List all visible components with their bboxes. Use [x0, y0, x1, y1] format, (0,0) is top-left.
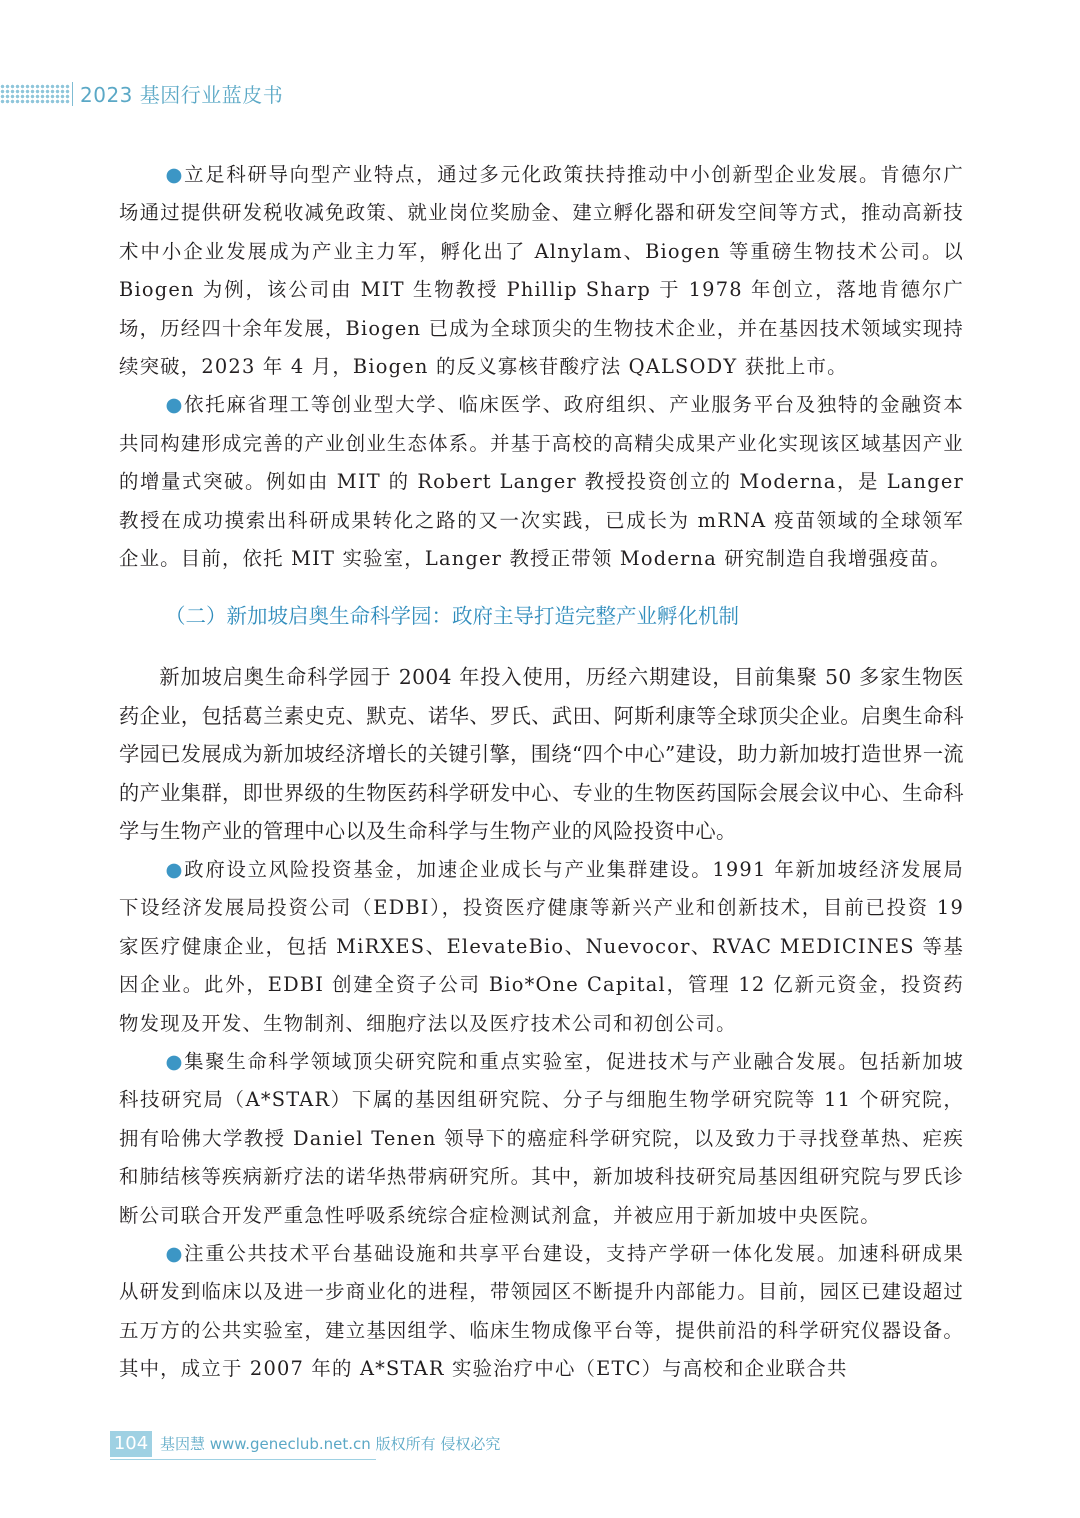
bullet-icon: ● — [165, 1050, 185, 1073]
paragraph-text: 注重公共技术平台基础设施和共享平台建设，支持产学研一体化发展。加速科研成果从研发到临床以及进一步商业化的进程，带领园区不断提升内部能力。目前，园区已建设超过五万方的公共实验室，建立基因组学、临床生物成像平台等，提供前沿的科学研究仪器设备。其中，成立于 2007 年的 A*STAR 实验治疗中心（ETC）与高校和企业联合共 — [119, 1242, 964, 1381]
bullet-paragraph — [119, 1235, 964, 1389]
paragraph-text: 依托麻省理工等创业型大学、临床医学、政府组织、产业服务平台及独特的金融资本共同构建形成完善的产业创业生态体系。并基于高校的高精尖成果产业化实现该区域基因产业的增量式突破。例如由 MIT 的 Robert Langer 教授投资创立的 Moderna，是 Langer 教授在成功摸索出科研成果转化之路的又一次实践，已成长为 mRNA 疫苗领域的全球领军企业。目前，依托 MIT 实验室，Langer 教授正带领 Moderna 研究制造自我增强疫苗。 — [119, 393, 964, 571]
bullet-icon: ● — [165, 163, 185, 186]
bullet-paragraph — [119, 1043, 964, 1235]
bullet-icon: ● — [165, 1242, 185, 1266]
header-divider — [72, 82, 73, 106]
footer-rule — [110, 1459, 376, 1460]
page-footer — [110, 1431, 550, 1461]
paragraph-text: 立足科研导向型产业特点，通过多元化政策扶持推动中小创新型企业发展。肯德尔广场通过提供研发税收减免政策、就业岗位奖励金、建立孵化器和研发空间等方式，推动高新技术中小企业发展成为产业主力军，孵化出了 Alnylam、Biogen 等重磅生物技术公司。以 Biogen 为例，该公司由 MIT 生物教授 Phillip Sharp 于 1978 年创立，落地肯德尔广场，历经四十余年发展，Biogen 已成为全球顶尖的生物技术企业，并在基因技术领域实现持续突破，2023 年 4 月，Biogen 的反义寡核苷酸疗法 QALSODY 获批上市。 — [119, 163, 964, 379]
page-body — [119, 156, 964, 1389]
paragraph-text: 政府设立风险投资基金，加速企业成长与产业集群建设。1991 年新加坡经济发展局下设经济发展局投资公司（EDBI），投资医疗健康等新兴产业和创新技术，目前已投资 19 家医疗健康企业，包括 MiRXES、ElevateBio、Nuevocor、RVAC MEDICINES 等基因企业。此外，EDBI 创建全资子公司 Bio*One Capital，管理 12 亿新元资金，投资药物发现及开发、生物制剂、细胞疗法以及医疗技术公司和初创公司。 — [119, 857, 964, 1035]
running-header — [0, 78, 420, 112]
footer-credit: 基因慧 www.geneclub.net.cn 版权所有 侵权必究 — [160, 1435, 501, 1453]
page-number: 104 — [110, 1431, 152, 1457]
bullet-paragraph — [119, 851, 964, 1043]
paragraph-text: 集聚生命科学领域顶尖研究院和重点实验室，促进技术与产业融合发展。包括新加坡科技研究局（A*STAR）下属的基因组研究院、分子与细胞生物学研究院等 11 个研究院，拥有哈佛大学教授 Daniel Tenen 领导下的癌症科学研究院，以及致力于寻找登革热、疟疾和肺结核等疾病新疗法的诺华热带病研究所。其中，新加坡科技研究局基因组研究院与罗氏诊断公司联合开发严重急性呼吸系统综合症检测试剂盒，并被应用于新加坡中央医院。 — [119, 1050, 964, 1227]
bullet-paragraph — [119, 156, 964, 386]
book-title: 2023 基因行业蓝皮书 — [80, 83, 284, 107]
intro-paragraph: 新加坡启奥生命科学园于 2004 年投入使用，历经六期建设，目前集聚 50 多家生物医药企业，包括葛兰素史克、默克、诺华、罗氏、武田、阿斯利康等全球顶尖企业。启奥生命科学园已发展成为新加坡经济增长的关键引擎，围绕“四个中心”建设，助力新加坡打造世界一流的产业集群，即世界级的生物医药科学研发中心、专业的生物医药国际会展会议中心、生命科学与生物产业的管理中心以及生命科学与生物产业的风险投资中心。 — [119, 665, 964, 844]
section-heading: （二）新加坡启奥生命科学园：政府主导打造完整产业孵化机制 — [165, 604, 739, 629]
bullet-icon: ● — [165, 857, 185, 881]
header-dot-pattern — [0, 84, 70, 104]
bullet-icon: ● — [165, 393, 185, 417]
bullet-paragraph — [119, 386, 964, 578]
